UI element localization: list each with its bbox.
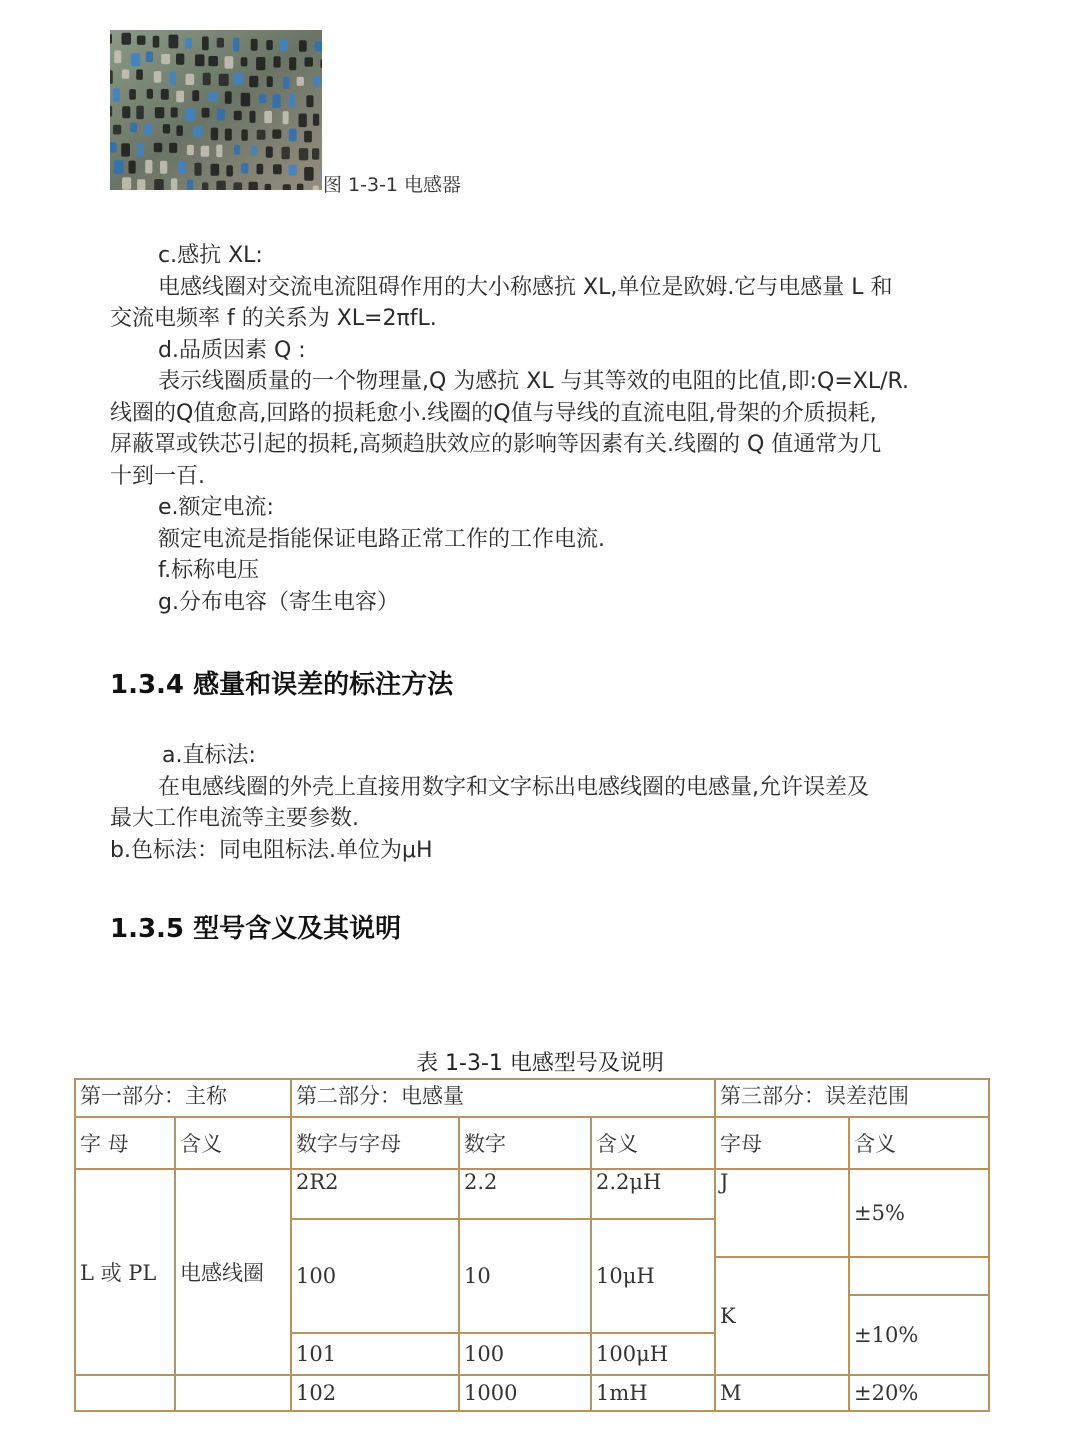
part3-header: 第三部分：误差范围: [715, 1079, 989, 1117]
heading-1-3-5: 1.3.5 型号含义及其说明: [110, 914, 402, 944]
inductor-component: [241, 93, 251, 107]
number-cell: 10: [459, 1219, 591, 1333]
inductor-component: [113, 88, 120, 102]
inductor-component: [217, 38, 224, 48]
marking-section: [110, 740, 970, 866]
inductor-component: [274, 56, 281, 67]
inductor-component: [201, 146, 210, 157]
inductor-component: [185, 38, 192, 49]
code-cell: 101: [291, 1333, 459, 1375]
inductor-component: [233, 38, 239, 52]
tol-empty-cell: [849, 1257, 989, 1295]
inductor-component: [289, 57, 296, 70]
inductor-component: [169, 143, 177, 153]
inductor-component: [160, 161, 167, 174]
inductor-component: [122, 177, 131, 190]
inductor-component: [219, 74, 229, 86]
inductor-component: [312, 148, 319, 160]
marking-a-body-1: 在电感线圈的外壳上直接用数字和文字标出电感线圈的电感量,允许误差及: [158, 774, 869, 800]
inductor-component: [273, 164, 282, 174]
inductor-component: [122, 69, 129, 78]
inductor-component: [194, 163, 201, 176]
inductor-component: [225, 56, 234, 68]
inductor-component: [233, 73, 243, 85]
inductor-component: [129, 161, 136, 174]
inductor-component: [249, 182, 258, 190]
param-e-title: e.额定电流:: [158, 495, 274, 520]
header-letter: 字 母: [75, 1117, 175, 1169]
inductor-component: [202, 36, 209, 50]
main-meaning: 电感线圈: [175, 1169, 291, 1375]
param-d-body-2: 线圈的Q值愈高,回路的损耗愈小.线圈的Q值与导线的直流电阻,骨架的介质损耗,: [110, 400, 877, 426]
inductor-component: [250, 111, 256, 123]
inductor-component: [137, 36, 146, 45]
inductor-component: [322, 168, 323, 182]
inductor-component: [195, 54, 205, 66]
inductor-component: [241, 129, 247, 141]
marking-b-line: b.色标法：同电阻标法.单位为μH: [110, 837, 433, 863]
inductor-component: [169, 35, 179, 49]
inductor-component: [226, 165, 233, 176]
param-d-title: d.品质因素 Q :: [158, 337, 306, 363]
inductor-component: [187, 145, 194, 155]
param-e-body: 额定电流是指能保证电路正常工作的工作电流.: [158, 526, 605, 552]
inductor-component: [163, 124, 170, 133]
inductor-component: [161, 54, 170, 64]
value-cell: 10μH: [591, 1219, 715, 1333]
header-meaning: 含义: [175, 1117, 291, 1169]
inductor-component: [225, 129, 232, 141]
parameters-section: [110, 240, 970, 618]
table-title: 表 1-3-1 电感型号及说明: [416, 1051, 664, 1076]
inductor-component: [259, 94, 267, 103]
inductor-component: [122, 106, 130, 118]
header-letter-2: 字母: [715, 1117, 849, 1169]
inductor-component: [176, 125, 183, 136]
inductor-component: [130, 123, 137, 133]
inductor-component: [145, 160, 152, 174]
inductor-component: [283, 77, 290, 89]
inductor-component: [299, 40, 307, 52]
inductor-component: [186, 74, 195, 85]
inductor-component: [264, 111, 272, 123]
header-meaning-3: 含义: [849, 1117, 989, 1169]
number-cell: 1000: [459, 1375, 591, 1411]
inductor-component: [171, 107, 178, 117]
inductor-component: [203, 73, 211, 86]
tol-value-5: ±5%: [849, 1169, 989, 1257]
inductor-component: [211, 164, 220, 176]
inductor-component: [251, 145, 257, 155]
part2-header: 第二部分：电感量: [291, 1079, 715, 1117]
inductor-component: [233, 182, 242, 190]
inductor-component: [225, 91, 232, 104]
inductor-component: [305, 57, 314, 66]
inductor-component: [208, 56, 218, 66]
inductor-component: [114, 160, 124, 174]
inductor-component: [249, 76, 258, 88]
inductor-component: [192, 90, 199, 101]
tol-letter-j: J: [715, 1169, 849, 1257]
param-d-body-4: 十到一百.: [110, 463, 205, 489]
header-number: 数字: [459, 1117, 591, 1169]
inductor-component: [289, 94, 296, 108]
inductor-component: [297, 77, 304, 86]
inductor-component: [299, 148, 309, 160]
inductor-component: [267, 76, 273, 87]
heading-1-3-4: 1.3.4 感量和误差的标注方法: [110, 670, 454, 700]
inductor-component: [266, 146, 273, 157]
inductor-component: [283, 184, 291, 190]
inductor-component: [176, 91, 184, 103]
marking-a-body-2: 最大工作电流等主要参数.: [110, 806, 359, 831]
tol-letter-m: M: [715, 1375, 849, 1411]
inductor-component: [114, 50, 121, 63]
inductor-component: [137, 144, 144, 157]
inductor-component: [147, 89, 153, 99]
inductor-component: [121, 143, 130, 156]
inductor-component: [176, 54, 184, 65]
inductor-component: [193, 126, 202, 137]
inductor-component: [154, 71, 162, 83]
number-cell: 100: [459, 1333, 591, 1375]
param-c-body-1: 电感线圈对交流电流阻碍作用的大小称感抗 XL,单位是欧姆.它与电感量 L 和: [158, 274, 893, 300]
inductor-component: [110, 106, 112, 117]
inductor-component: [154, 143, 163, 153]
inductor-component: [304, 167, 313, 181]
inductor-component: [178, 161, 185, 174]
part1-header: 第一部分：主称: [75, 1079, 291, 1117]
inductor-component: [241, 163, 248, 173]
inductor-component: [171, 178, 177, 190]
inductor-component: [202, 108, 210, 118]
inductor-component: [110, 142, 117, 152]
inductor-component: [110, 34, 112, 44]
row-empty-cell: [175, 1375, 291, 1411]
marking-a-title: a.直标法:: [162, 743, 256, 768]
inductor-component: [241, 57, 248, 66]
inductor-component: [304, 131, 312, 143]
inductor-component: [122, 33, 132, 45]
value-cell: 100μH: [591, 1333, 715, 1375]
inductor-component: [234, 145, 240, 155]
value-cell: 2.2μH: [591, 1169, 715, 1219]
inductor-component: [315, 41, 323, 51]
inductor-component: [217, 109, 225, 121]
inductor-component: [131, 53, 140, 66]
param-d-body-1: 表示线圈质量的一个物理量,Q 为感抗 XL 与其等效的电阻的比值,即:Q=XL/R.: [158, 369, 910, 394]
inductor-component: [289, 165, 297, 176]
inductor-component: [146, 51, 153, 62]
inductor-component: [320, 59, 322, 68]
inductor-component: [280, 39, 288, 51]
inductor-component: [155, 107, 165, 118]
figure-caption: 图 1-3-1 电感器: [323, 174, 462, 196]
inductor-photo: [110, 30, 322, 190]
inductor-component: [202, 182, 208, 190]
param-f-title: f.标称电压: [158, 558, 260, 583]
inductor-component: [282, 147, 290, 160]
tol-value-20: ±20%: [849, 1375, 989, 1411]
main-letter: L 或 PL: [75, 1169, 175, 1375]
param-d-body-3: 屏蔽罩或铁芯引起的损耗,高频趋肤效应的影响等因素有关.线圈的 Q 值通常为几: [110, 432, 882, 457]
inductor-component: [136, 69, 143, 80]
inductor-component: [137, 179, 145, 190]
header-meaning-2: 含义: [591, 1117, 715, 1169]
inductor-component: [216, 145, 222, 158]
inductor-component: [136, 106, 144, 120]
inductor-component: [256, 57, 265, 70]
inductor-component: [313, 114, 319, 126]
inductor-component: [154, 179, 164, 190]
inductor-component: [216, 181, 225, 190]
header-num-letter: 数字与字母: [291, 1117, 459, 1169]
inductor-component: [187, 180, 193, 190]
inductor-component: [299, 114, 307, 128]
inductor-component: [306, 95, 313, 107]
inductor-component: [251, 39, 258, 51]
inductor-component: [283, 111, 289, 124]
inductor-component: [129, 89, 136, 100]
tol-letter-k: K: [715, 1257, 849, 1375]
inductor-component: [265, 184, 272, 190]
code-cell: 2R2: [291, 1169, 459, 1219]
code-cell: 100: [291, 1219, 459, 1333]
inductor-component: [234, 111, 242, 121]
inductor-component: [110, 70, 113, 84]
inductor-component: [170, 72, 177, 86]
code-cell: 102: [291, 1375, 459, 1411]
param-c-body-2: 交流电频率 f 的关系为 XL=2πfL.: [110, 306, 437, 331]
inductor-component: [272, 129, 281, 138]
inductor-component: [144, 124, 152, 136]
param-g-title: g.分布电容（寄生电容）: [158, 589, 399, 615]
inductor-component: [185, 108, 195, 121]
inductor-component: [257, 164, 264, 174]
inductor-component: [161, 89, 169, 100]
row-empty-cell: [75, 1375, 175, 1411]
inductor-component: [110, 177, 111, 187]
inductor-component: [113, 125, 121, 135]
value-cell: 1mH: [591, 1375, 715, 1411]
inductor-component: [272, 94, 280, 108]
inductor-component: [297, 184, 304, 190]
tol-value-10: ±10%: [849, 1295, 989, 1375]
inductor-component: [257, 130, 266, 140]
inductor-component: [211, 128, 218, 141]
inductor-component: [314, 76, 322, 86]
number-cell: 2.2: [459, 1169, 591, 1219]
param-c-title: c.感抗 XL:: [158, 243, 263, 268]
inductor-component: [313, 186, 319, 190]
inductor-model-table: [74, 1078, 990, 1412]
inductor-component: [208, 92, 217, 101]
inductor-component: [289, 129, 297, 142]
inductor-component: [153, 36, 160, 48]
inductor-component: [266, 40, 273, 50]
